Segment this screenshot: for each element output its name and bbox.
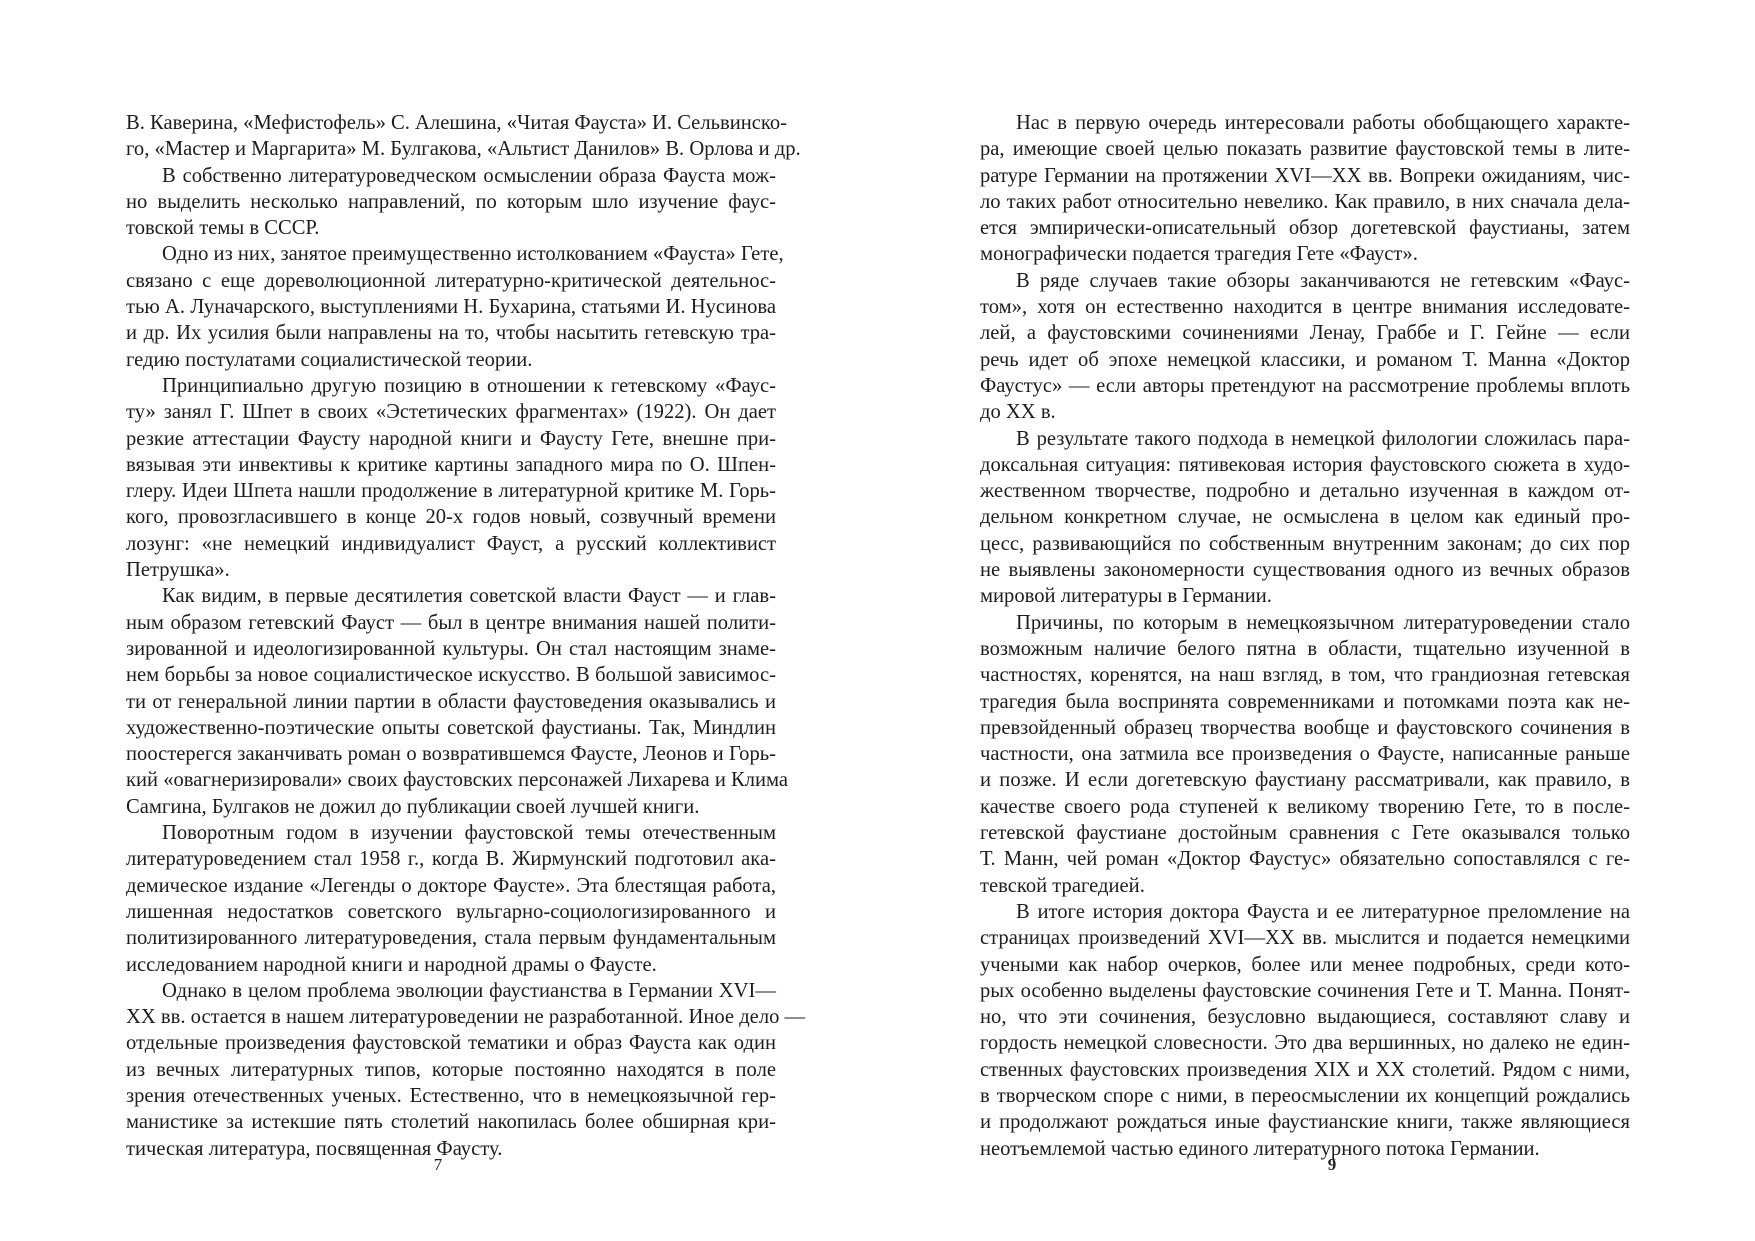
text-line: го, «Мастер и Маргарита» М. Булгакова, «Альтист Данилов» В. Орлова и др. (126, 138, 801, 161)
text-line: лозунг: «не немецкий индивидуалист Фауст, а русский коллективист (126, 532, 776, 555)
text-line: В результате такого подхода в немецкой филологии сложилась пара- (1016, 427, 1630, 450)
text-line: и др. Их усилия были направлены на то, чтобы насытить гетевскую тра- (126, 322, 776, 345)
text-line: манистике за истекшие пять столетий накопилась более обширная кри- (126, 1111, 776, 1134)
text-line: не выявлены закономерности существования одного из вечных образов (980, 559, 1630, 582)
text-line: мировой литературы в Германии. (980, 585, 1272, 608)
text-line: гетевской фаустиане достойным сравнения с Гете оказывался только (980, 822, 1630, 845)
text-line: дельном конкретном случае, не осмыслена в целом как единый про- (980, 506, 1630, 529)
text-line: В ряде случаев такие обзоры заканчиваются не гетевским «Фаус- (1016, 269, 1630, 292)
text-line: ственных фаустовских произведения XIX и XX столетий. Рядом с ними, (980, 1058, 1630, 1081)
text-line: Т. Манн, чей роман «Доктор Фаустус» обязательно сопоставлялся с ге- (980, 848, 1630, 871)
text-line: Однако в целом проблема эволюции фаустианства в Германии XVI— (162, 979, 776, 1002)
text-line: страницах произведений XVI—XX вв. мыслится и подается немецкими (980, 927, 1630, 950)
text-line: доксальная ситуация: пятивековая история фаустовского сюжета в худо- (980, 453, 1630, 476)
text-line: в творческом споре с ними, в переосмыслении их концепций рождались (980, 1084, 1630, 1107)
text-line: глеру. Идеи Шпета нашли продолжение в литературной критике М. Горь- (126, 480, 776, 503)
text-line: качестве своего рода ступеней к великому творению Гете, то в после- (980, 795, 1630, 818)
text-line: ти от генеральной линии партии в области фаустоведения оказывались и (126, 690, 776, 713)
text-line: политизированного литературоведения, стала первым фундаментальным (126, 927, 776, 950)
page-number-right: 9 (1327, 1155, 1337, 1174)
text-line: литературоведением стал 1958 г., когда В. Жирмунский подготовил ака- (126, 848, 776, 871)
text-line: XX вв. остается в нашем литературоведении не разработанной. Иное дело — (126, 1006, 806, 1029)
text-line: художественно-поэтические опыты советской фаустианы. Так, Миндлин (126, 716, 776, 739)
text-line: исследованием народной книги и народной драмы о Фаусте. (126, 953, 657, 976)
text-line: ло таких работ относительно невелико. Как правило, в них сначала дела- (980, 190, 1630, 213)
text-line: Как видим, в первые десятилетия советской власти Фауст — и глав- (162, 585, 776, 608)
text-line: товской темы в СССР. (126, 217, 320, 240)
text-line: Петрушка». (126, 559, 230, 582)
text-line: монографически подается трагедия Гете «Фауст». (980, 243, 1418, 266)
text-line: жественном творчестве, подробно и детально изученная в каждом от- (980, 480, 1630, 503)
text-line: кого, провозгласившего в конце 20-х годов новый, созвучный времени (126, 506, 776, 529)
text-line: зированной и идеологизированной культуры. Он стал настоящим знаме- (126, 637, 776, 660)
text-line: Причины, по которым в немецкоязычном литературоведении стало (1016, 611, 1630, 634)
text-line: ется эмпирически-описательный обзор догетевской фаустианы, затем (980, 217, 1630, 240)
text-line: тевской трагедией. (980, 874, 1145, 897)
text-line: зрения отечественных ученых. Естественно, что в немецкоязычной гер- (126, 1084, 776, 1107)
text-line: частностях, коренятся, на наш взгляд, в том, что грандиозная гетевская (980, 664, 1630, 687)
text-line: из вечных литературных типов, которые постоянно находятся в поле (126, 1058, 776, 1081)
text-line: резкие аттестации Фаусту народной книги и Фаусту Гете, внешне при- (126, 427, 776, 450)
text-line: Поворотным годом в изучении фаустовской темы отечественным (162, 822, 776, 845)
text-line: ратуре Германии на протяжении XVI—XX вв. Вопреки ожиданиям, чис- (980, 164, 1630, 187)
text-line: лей, а фаустовскими сочинениями Ленау, Граббе и Г. Гейне — если (980, 322, 1630, 345)
text-line: поостерегся заканчивать роман о возвратившемся Фаусте, Леонов и Горь- (126, 743, 776, 766)
text-line: кий «овагнеризировали» своих фаустовских персонажей Лихарева и Клима (126, 769, 789, 792)
text-line: В. Каверина, «Мефистофель» С. Алешина, «Читая Фауста» И. Сельвинско- (126, 112, 788, 134)
text-line: отдельные произведения фаустовской тематики и образ Фауста как один (126, 1032, 776, 1055)
text-line: и продолжают рождаться иные фаустианские книги, также являющиеся (980, 1111, 1630, 1134)
text-line: тическая литература, посвященная Фаусту. (126, 1137, 503, 1160)
text-line: В итоге история доктора Фауста и ее литературное преломление на (1016, 900, 1630, 923)
text-line: возможным наличие белого пятна в области, тщательно изученной в (980, 637, 1630, 660)
text-line: лишенная недостатков советского вульгарно-социологизированного и (126, 900, 776, 923)
text-line: том», хотя он естественно находится в центре внимания исследовате- (980, 296, 1630, 319)
text-line: Нас в первую очередь интересовали работы обобщающего характе- (1016, 112, 1630, 134)
right-page (980, 110, 1630, 1162)
text-line: до XX в. (980, 401, 1056, 424)
text-line: Одно из них, занятое преимущественно истолкованием «Фауста» Гете, (162, 243, 784, 266)
text-line: речь идет об эпохе немецкой классики, и романом Т. Манна «Доктор (980, 348, 1630, 371)
text-line: гордость немецкой словесности. Это два вершинных, но далеко не един- (980, 1032, 1630, 1055)
text-line: демическое издание «Легенды о докторе Фаусте». Эта блестящая работа, (126, 874, 776, 897)
page-number-left: 7 (433, 1155, 443, 1174)
text-line: и позже. И если догетевскую фаустиану рассматривали, как правило, в (980, 769, 1630, 792)
left-page (126, 110, 806, 1162)
text-line: неотъемлемой частью единого литературного потока Германии. (980, 1137, 1540, 1160)
text-line: цесс, развивающийся по собственным внутренним законам; до сих пор (980, 532, 1630, 555)
text-line: Принципиально другую позицию в отношении к гетевскому «Фаус- (162, 374, 776, 397)
text-line: но выделить несколько направлений, по которым шло изучение фаус- (126, 190, 776, 213)
text-line: частности, она затмила все произведения о Фаусте, написанные раньше (980, 743, 1630, 766)
text-line: но, что эти сочинения, безусловно выдающиеся, составляют славу и (980, 1006, 1630, 1029)
text-line: превзойденный образец творчества вообще и фаустовского сочинения в (980, 716, 1630, 739)
text-line: гедию постулатами социалистической теории. (126, 348, 533, 371)
text-line: тью А. Луначарского, выступлениями Н. Бухарина, статьями И. Нусинова (126, 296, 776, 319)
text-line: учеными как набор очерков, более или менее подробных, среди кото- (980, 953, 1630, 976)
text-line: рых особенно выделены фаустовские сочинения Гете и Т. Манна. Понят- (980, 979, 1630, 1002)
text-line: вязывая эти инвективы к критике картины западного мира по О. Шпен- (126, 453, 776, 476)
text-line: ра, имеющие своей целью показать развитие фаустовской темы в лите- (980, 138, 1630, 161)
text-line: В собственно литературоведческом осмыслении образа Фауста мож- (162, 164, 776, 187)
text-line: Фаустус» — если авторы претендуют на рассмотрение проблемы вплоть (980, 374, 1630, 397)
text-line: трагедия была воспринята современниками и потомками поэта как не- (980, 690, 1630, 713)
text-line: ным образом гетевский Фауст — был в центре внимания нашей полити- (126, 611, 776, 634)
text-line: связано с еще дореволюционной литературно-критической деятельнос- (126, 269, 776, 292)
text-line: ту» занял Г. Шпет в своих «Эстетических фрагментах» (1922). Он дает (126, 401, 776, 424)
text-line: нем борьбы за новое социалистическое искусство. В большой зависимос- (126, 664, 776, 687)
text-line: Самгина, Булгаков не дожил до публикации своей лучшей книги. (126, 795, 700, 818)
